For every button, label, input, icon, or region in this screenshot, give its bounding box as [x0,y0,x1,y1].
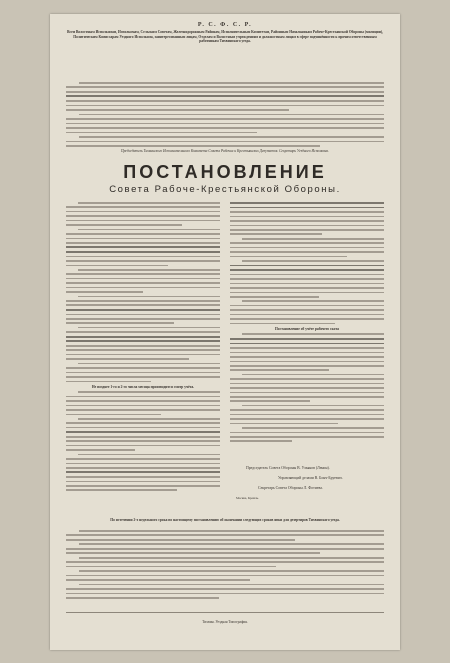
left-clause-heading: Не позднее 1-го и 2-го числа месяца производится смотр учёта. [91,384,195,389]
signatories-line: Председатель Тихвинского Исполнительного Комитета Совета Рабочих и Крестьянских Депутатов. Секретарь Уездного Исполкома. [121,149,329,153]
signature-chair: Председатель Совета Обороны В. Ульянов (Ленин). [246,466,330,470]
document-sheet [50,14,400,650]
left-column [66,202,220,494]
intro-paragraph [66,82,384,149]
bottom-notice-body [66,530,384,602]
right-column [230,202,384,445]
addressees-block: Всем Волостным Исполкомам, Исполкомам, Сельским Советам, Железнодорожным Районам, Исполнительным Комитетам, Районным Начальникам Рабоче-Крестьянской Обороны (милиции), Политическим Комиссарам Уездного Исполкома, заинтересованным лицам, Отделам и Волостным учреждениям и должностным лицам в сфере подчинённости к прочим ответственным работникам Тихвинского уезда. [67,30,383,44]
bottom-notice-heading: По истечении 2-х недельного срока по настоящему постановлению об окончании следующих сроков явки для дезертиров Тихвинского уезда. [110,518,340,522]
right-clause-heading: Постановление об учёте рабочего скота [275,327,339,332]
signature-manager: Управляющий делами В. Бонч-Бруевич. [278,476,343,480]
document-header: Р. С. Ф. С. Р. [197,22,253,28]
signature-place: Москва, Кремль. [236,496,259,500]
printer-imprint: Тихвин. Уездная Типография. [202,620,248,624]
document-title: ПОСТАНОВЛЕНИЕ [123,162,327,182]
signature-secretary: Секретарь Совета Обороны Л. Фотиева. [258,486,323,490]
document-subtitle: Совета Рабоче-Крестьянской Обороны. [109,184,341,195]
footer-divider [66,612,384,613]
